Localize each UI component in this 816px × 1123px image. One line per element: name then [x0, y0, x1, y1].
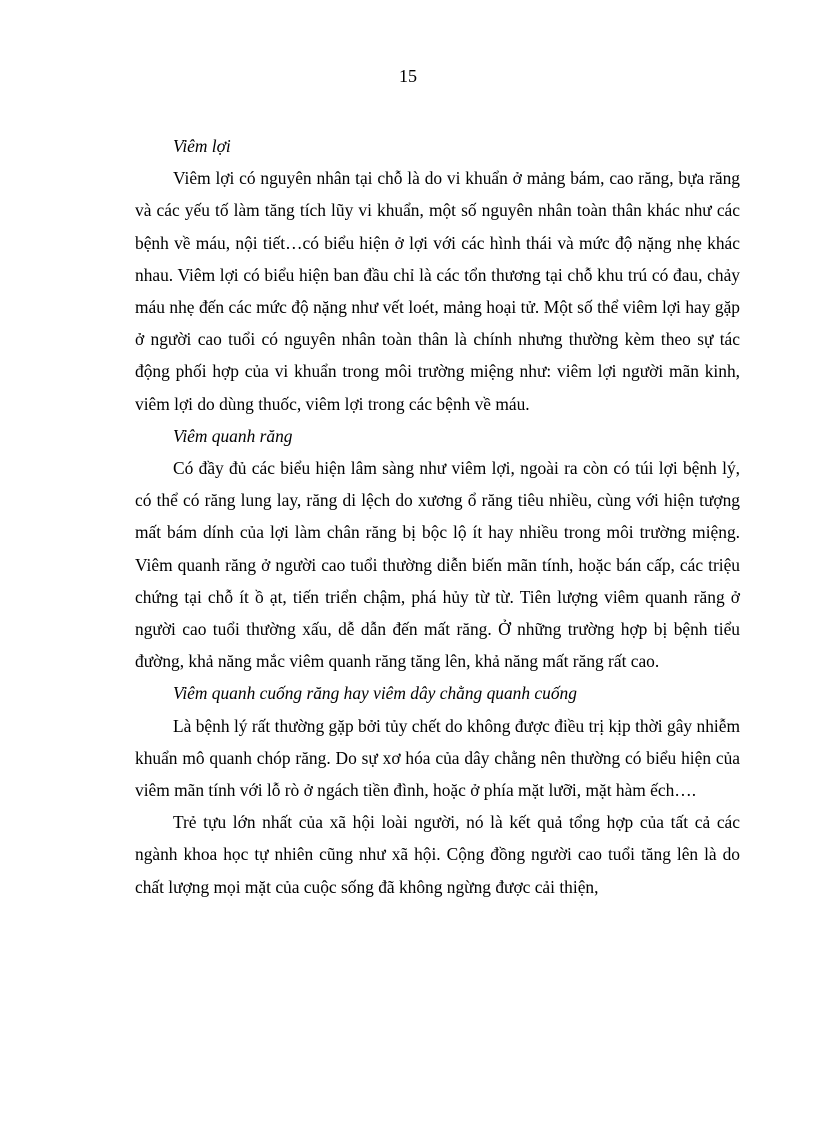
section-paragraph-gingivitis: Viêm lợi có nguyên nhân tại chỗ là do vi khuẩn ở mảng bám, cao răng, bựa răng và các yếu tố làm tăng tích lũy vi khuẩn, một số nguyên nhân toàn thân khác như các bệnh về máu, nội tiết…có biểu hiện ở lợi với các hình thái và mức độ nặng nhẹ khác nhau. Viêm lợi có biểu hiện ban đầu chỉ là các tổn thương tại chỗ khu trú có đau, chảy máu nhẹ đến các mức độ nặng như vết loét, mảng hoại tử. Một số thể viêm lợi hay gặp ở người cao tuổi có nguyên nhân toàn thân là chính nhưng thường kèm theo sự tác động phối hợp của vi khuẩn trong môi trường miệng như: viêm lợi người mãn kinh, viêm lợi do dùng thuốc, viêm lợi trong các bệnh về máu. — [135, 168, 740, 414]
section-heading-gingivitis: Viêm lợi — [173, 136, 231, 156]
section-heading-periapical: Viêm quanh cuống răng hay viêm dây chằng quanh cuống — [173, 683, 577, 704]
section-paragraph-periodontitis: Có đầy đủ các biểu hiện lâm sàng như viêm lợi, ngoài ra còn có túi lợi bệnh lý, có thể có răng lung lay, răng di lệch do xương ổ răng tiêu nhiều, cùng với hiện tượng mất bám dính của lợi làm chân răng bị bộc lộ ít hay nhiều trong môi trường miệng. Viêm quanh răng ở người cao tuổi thường diễn biến mãn tính, hoặc bán cấp, các triệu chứng tại chỗ ít ồ ạt, tiến triển chậm, phá hủy từ từ. Tiên lượng viêm quanh răng ở người cao tuổi thường xấu, dễ dẫn đến mất răng. Ở những trường hợp bị bệnh tiểu đường, khả năng mắc viêm quanh răng tăng lên, khả năng mất răng rất cao. — [135, 458, 740, 672]
document-body — [135, 130, 740, 903]
section-heading-periodontitis: Viêm quanh răng — [173, 425, 293, 446]
closing-paragraph: Trẻ tựu lớn nhất của xã hội loài người, nó là kết quả tổng hợp của tất cả các ngành khoa học tự nhiên cũng như xã hội. Cộng đồng người cao tuổi tăng lên là do chất lượng mọi mặt của cuộc sống đã không ngừng được cải thiện, — [135, 812, 740, 897]
page-number: 15 — [399, 66, 417, 86]
section-paragraph-periapical: Là bệnh lý rất thường gặp bởi tủy chết do không được điều trị kịp thời gây nhiễm khuẩn mô quanh chóp răng. Do sự xơ hóa của dây chằng nên thường có biểu hiện của viêm mãn tính với lỗ rò ở ngách tiền đình, hoặc ở phía mặt lưỡi, mặt hàm ếch…. — [135, 715, 740, 801]
